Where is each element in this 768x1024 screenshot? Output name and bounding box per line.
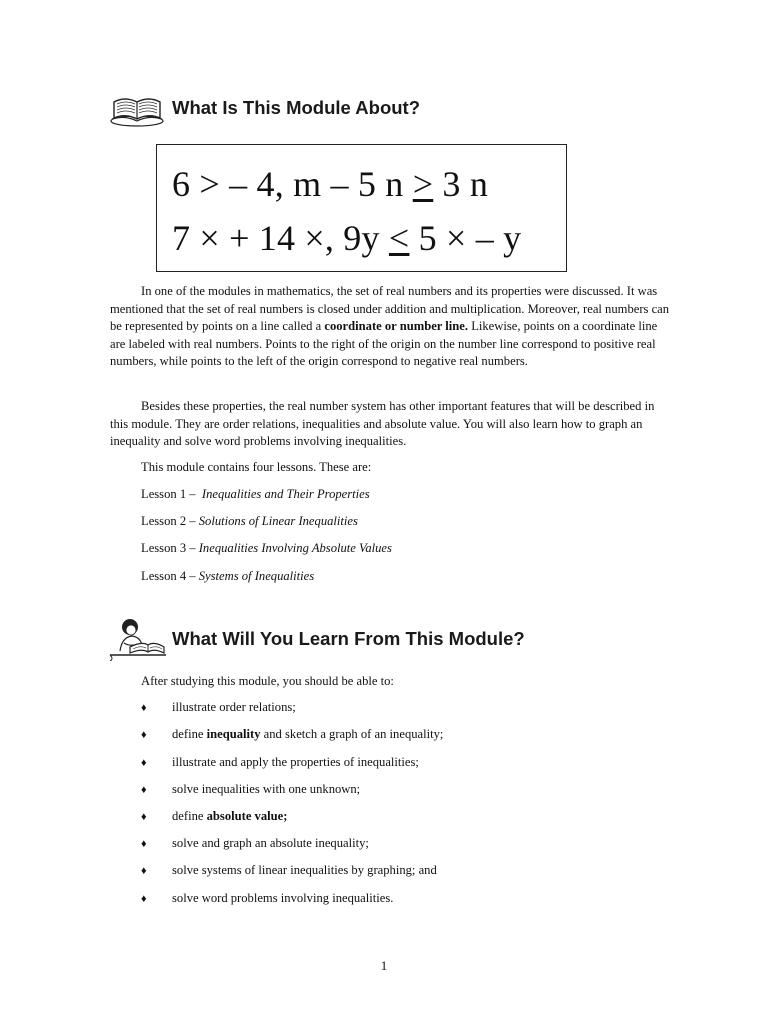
objective-text: define	[172, 809, 207, 823]
math-text: 3 n	[433, 164, 489, 204]
objective-item	[141, 727, 443, 742]
lesson-label: Lesson 1 –	[141, 487, 196, 501]
objective-text: illustrate and apply the properties of inequalities;	[172, 755, 419, 769]
bold-term: inequality	[206, 727, 261, 741]
section-heading-module-about	[108, 88, 420, 128]
math-text: 6 > – 4, m – 5 n	[172, 164, 413, 204]
math-line-2	[172, 217, 521, 259]
lesson-item	[141, 487, 370, 502]
lesson-item	[141, 541, 392, 556]
section-title: What Will You Learn From This Module?	[172, 628, 525, 649]
lesson-title: Systems of Inequalities	[198, 569, 315, 583]
objective-text: solve inequalities with one unknown;	[172, 782, 361, 796]
objective-item	[141, 782, 360, 797]
objective-item	[141, 755, 419, 770]
objective-item	[141, 863, 437, 878]
objective-text: illustrate order relations;	[172, 700, 296, 714]
objective-item	[141, 891, 393, 906]
learn-lead: After studying this module, you should be able to:	[141, 674, 394, 688]
objective-item	[141, 700, 296, 715]
intro-paragraph-1	[110, 283, 675, 371]
text: In one of the modules in mathematics, the set of real numbers and its properties were discussed. It was mentioned that the set of real numbers is closed under addition and multiplication. Moreover, real numbers can be represented by points on a line called a	[110, 284, 670, 334]
lesson-title: Solutions of Linear Inequalities	[198, 514, 358, 528]
bold-term: coordinate or number line.	[324, 319, 469, 334]
math-text: 7 × + 14 ×, 9y	[172, 218, 389, 258]
lesson-item	[141, 569, 314, 584]
less-equal-symbol: <	[388, 218, 410, 258]
diamond-bullet-icon: ♦	[141, 893, 147, 905]
lesson-label: Lesson 3 –	[141, 541, 196, 555]
student-reading-icon	[108, 617, 166, 661]
diamond-bullet-icon: ♦	[141, 757, 147, 769]
lesson-label: Lesson 2 –	[141, 514, 196, 528]
intro-paragraph-3: This module contains four lessons. These are:	[141, 460, 372, 474]
diamond-bullet-icon: ♦	[141, 784, 147, 796]
section-title: What Is This Module About?	[172, 97, 421, 118]
intro-paragraph-2: Besides these properties, the real number system has other important features that will be described in this module. They are order relations, inequalities and absolute value. You will also learn how to graph an inequality and solve word problems involving inequalities.	[110, 399, 655, 449]
lesson-item	[141, 514, 358, 529]
objective-text: and sketch a graph of an inequality;	[260, 727, 444, 741]
diamond-bullet-icon: ♦	[141, 729, 147, 741]
objective-item	[141, 809, 287, 824]
open-book-icon	[108, 88, 166, 128]
section-heading-what-you-learn	[108, 617, 525, 661]
objective-text: solve word problems involving inequalities.	[172, 891, 394, 905]
lesson-title: Inequalities Involving Absolute Values	[198, 541, 392, 555]
math-text: 5 × – y	[409, 218, 522, 258]
lesson-title: Inequalities and Their Properties	[201, 487, 370, 501]
diamond-bullet-icon: ♦	[141, 865, 147, 877]
objective-text: define	[172, 727, 207, 741]
text: Likewise, points on a coordinate line are labeled with real numbers. Points to the right of the origin on the number line correspond to positive real numbers, while points to the left of the origin correspond to negative real numbers.	[110, 319, 658, 369]
objective-text: solve systems of linear inequalities by graphing; and	[172, 863, 437, 877]
objective-item	[141, 836, 369, 851]
greater-equal-symbol: >	[412, 164, 434, 204]
diamond-bullet-icon: ♦	[141, 838, 147, 850]
math-line-1	[172, 163, 488, 205]
objective-text: solve and graph an absolute inequality;	[172, 836, 369, 850]
page-number: 1	[380, 958, 388, 973]
lesson-label: Lesson 4 –	[141, 569, 196, 583]
diamond-bullet-icon: ♦	[141, 811, 147, 823]
inequality-examples-box	[156, 144, 567, 272]
diamond-bullet-icon: ♦	[141, 702, 147, 714]
bold-term: absolute value;	[206, 809, 288, 823]
